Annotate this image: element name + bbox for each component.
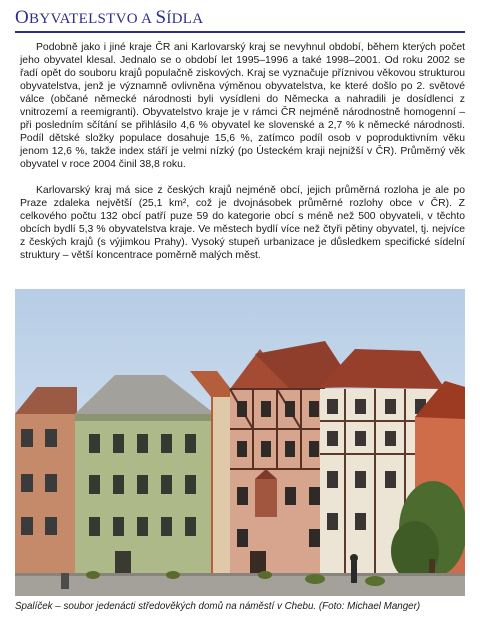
section-title — [15, 7, 203, 29]
article-body — [20, 41, 465, 275]
photo-caption: Špalíček – soubor jedenácti středověkých domů na náměstí v Chebu. (Foto: Michael Manger) — [15, 601, 421, 612]
title-rest-2: ÍDLA — [166, 11, 204, 27]
title-initial-s: S — [155, 7, 167, 28]
paragraph-population: Podobně jako i jiné kraje ČR ani Karlovarský kraj se nevyhnul období, během kterých počet jeho obyvatel klesal. Jednalo se o období let 1995–1996 a také 1998–2001. Od roku 2002 se řadí opět do souboru krajů populačně ziskových. Kraj se vyznačuje příznivou věkovou strukturou obyvatelstva, jenž je významně ovlivněna výměnou obyvatelstva, ke které došlo po 2. světové válce (občané německé národnosti byli vysídleni do Německa a nahradili je dosídlenci z vnitrozemí a reemigranti). Obyvatelstvo kraje je v rámci ČR nejméně národnostně homogenní – při posledním sčítání se přihlásilo 4,6 % obyvatel ke slovenské a 2,7 % k německé národnosti. Podíl dětské složky populace dosahuje 15,6 %, zatímco podíl osob v poproduktivním věku jenom 12,6 %, takže index stáří je velmi nízký (po Ústeckém kraji nejnižší v ČR). Průměrný věk obyvatel v roce 2004 činil 38,8 roku. — [20, 42, 465, 170]
title-initial-o: O — [15, 7, 30, 28]
title-rest-1: BYVATELSTVO A — [29, 11, 156, 27]
title-rule — [15, 31, 465, 33]
paragraph-settlements: Karlovarský kraj má sice z českých krajů nejméně obcí, jejich průměrná rozloha je ale po Praze zdaleka největší (25,1 km², což je dvojnásobek průměrné rozlohy obce v ČR). Z celkového počtu 132 obcí patří puze 59 do kategorie obcí s méně než 500 obyvateli, v těchto obcích bydlí 5,3 % obyvatelstva kraje. Ve městech bydlí více než čtyři pětiny obyvatel, tj. nejvíce z českých krajů (s výjimkou Prahy). Vysoký stupeň urbanizace je důsledkem specifické sídelní struktury – větší koncentrace poměrně malých měst. — [20, 185, 465, 261]
photo-spalicek-cheb — [15, 289, 465, 596]
